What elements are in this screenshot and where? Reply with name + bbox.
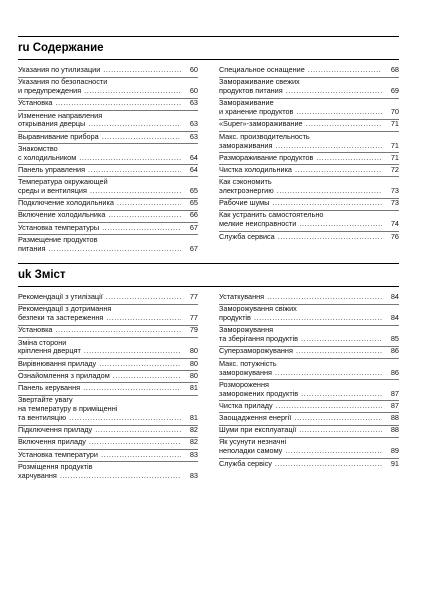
toc-entry-text: Панель управления	[18, 164, 86, 174]
toc-entry-text: Изменение направления	[18, 110, 103, 120]
toc-entry-text: замораживания	[219, 140, 273, 150]
toc-entry-text: Указания по безопасности	[18, 77, 108, 87]
toc-entry-text: Служба сервісу	[219, 458, 272, 468]
toc-entry-text: Температура окружающей	[18, 177, 108, 187]
section-title	[18, 268, 66, 282]
toc-page-number: 91	[390, 458, 399, 468]
dot-leader	[275, 460, 382, 469]
dot-leader	[113, 372, 181, 381]
dot-leader	[294, 414, 382, 423]
toc-entry[interactable]	[18, 396, 198, 423]
dot-leader	[267, 293, 382, 302]
toc-page-number: 63	[189, 119, 198, 129]
toc-entry[interactable]	[219, 460, 399, 469]
toc-entry-line	[219, 369, 399, 378]
toc-page-number: 69	[390, 86, 399, 96]
toc-entry[interactable]	[18, 372, 198, 381]
toc-entry-text: Размещение продуктов	[18, 234, 98, 244]
toc-page-number: 80	[189, 358, 198, 368]
section-lang-code: ru	[18, 42, 30, 54]
toc-entry-text: Подключение холодильника	[18, 198, 114, 208]
toc-entry-text: Как сэкономить	[219, 177, 272, 187]
toc-entry-text: Панель керування	[18, 383, 81, 392]
toc-entry-line	[18, 438, 198, 447]
toc-entry-text: и хранение продуктов	[219, 107, 294, 117]
toc-entry-text: Чистка приладу	[219, 400, 273, 410]
toc-entry-text: на температуру в приміщенні	[18, 404, 118, 414]
toc-entry-text: Шуми при експлуатації	[219, 425, 297, 435]
dot-leader	[299, 426, 382, 435]
toc-page-number: 84	[390, 313, 399, 323]
toc-entry-text: Суперзаморожування	[219, 346, 293, 356]
toc-page-number: 85	[390, 334, 399, 344]
toc-entry-text: та вентиляцію	[18, 413, 67, 422]
dot-leader	[301, 390, 382, 399]
dot-leader	[83, 384, 181, 393]
toc-entry-text: Підключення приладу	[18, 425, 93, 435]
toc-entry[interactable]	[18, 426, 198, 435]
toc-page-number: 89	[390, 446, 399, 456]
toc-entry-text: Заморожування	[219, 325, 274, 335]
toc-entry-text: Включення приладу	[18, 437, 86, 447]
toc-entry-text: Устаткування	[219, 292, 265, 301]
toc-entry-text: безпеки та застереження	[18, 313, 104, 323]
toc-entry[interactable]	[219, 326, 399, 344]
toc-entry-text: и предупреждения	[18, 86, 82, 96]
toc-entry-text: Как устранить самостоятельно	[219, 210, 324, 220]
toc-entry-line	[18, 293, 198, 302]
toc-entry-text: та зберігання продуктів	[219, 334, 298, 344]
toc-entry-text: мелкие неисправности	[219, 219, 297, 229]
toc-entry[interactable]	[219, 360, 399, 378]
toc-entry-line	[18, 414, 198, 423]
toc-entry-text: с холодильником	[18, 152, 77, 162]
toc-entry[interactable]	[18, 384, 198, 393]
dot-leader	[301, 335, 382, 344]
dot-leader	[95, 426, 181, 435]
toc-entry-text: Знакомство	[18, 143, 58, 153]
toc-entry[interactable]	[18, 293, 198, 302]
toc-entry-line	[18, 347, 198, 356]
section-title-text: Зміст	[34, 269, 66, 281]
toc-entry-line	[219, 293, 399, 302]
toc-entry-line	[219, 447, 399, 456]
toc-entry-line	[219, 347, 399, 356]
section-title-rule	[18, 286, 399, 287]
toc-page-number: 65	[189, 198, 198, 208]
toc-entry[interactable]	[219, 293, 399, 302]
toc-entry-text: «Super»-замораживание	[219, 119, 303, 129]
toc-entry-text: Служба сервиса	[219, 231, 275, 241]
toc-entry-text: Включение холодильника	[18, 210, 106, 220]
toc-entry-text: Макс. потужність	[219, 358, 277, 368]
toc-entry-text: Установка	[18, 98, 53, 108]
toc-entry-line	[18, 314, 198, 323]
toc-entry-text: Розміщення продуктів	[18, 461, 93, 471]
toc-entry[interactable]	[219, 305, 399, 323]
toc-entry-text: Заощадження енергії	[219, 413, 292, 422]
toc-entry[interactable]	[18, 326, 198, 335]
toc-entry-text: продуктів	[219, 313, 251, 323]
toc-entry-text: Указания по утилизации	[18, 65, 101, 74]
toc-page-number: 71	[390, 119, 399, 129]
toc-entry[interactable]	[18, 339, 198, 357]
toc-entry-text: Зміна сторони	[18, 337, 67, 347]
toc-entry[interactable]	[18, 463, 198, 481]
toc-page-number: 70	[390, 107, 399, 117]
toc-entry-text: харчування	[18, 470, 57, 480]
dot-leader	[89, 438, 181, 447]
toc-entry-line	[18, 426, 198, 435]
toc-entry-line	[18, 372, 198, 381]
toc-page-number: 63	[189, 98, 198, 108]
toc-entry[interactable]	[219, 414, 399, 423]
toc-entry-text: среды и вентиляция	[18, 186, 87, 195]
toc-entry[interactable]	[18, 438, 198, 447]
toc-entry-text: заморожування	[219, 367, 272, 377]
toc-page-number: 77	[189, 292, 198, 301]
toc-page-number: 82	[189, 437, 198, 447]
toc-page-number: 80	[189, 370, 198, 380]
toc-entry-line	[219, 335, 399, 344]
toc-entry-text: неполадки самому	[219, 446, 283, 456]
toc-entry-text: Рекомендації з дотримання	[18, 304, 112, 314]
toc-entry-text: заморожених продуктів	[219, 388, 299, 398]
toc-entry-text: открывания дверцы	[18, 119, 86, 129]
section-lang-code: uk	[18, 269, 32, 281]
toc-page-number: 66	[189, 210, 198, 220]
toc-page-number: 60	[189, 65, 198, 74]
toc-page-number: 76	[390, 231, 399, 241]
toc-section-uk	[18, 0, 399, 595]
toc-page-number: 77	[189, 313, 198, 323]
toc-entry-line	[219, 414, 399, 423]
toc-entry-text: Макс. производительность	[219, 131, 310, 141]
toc-page-number: 68	[390, 65, 399, 74]
dot-leader	[60, 472, 181, 481]
toc-page-number: 86	[390, 346, 399, 356]
toc-page-number: 87	[390, 388, 399, 398]
toc-page-number: 65	[189, 186, 198, 195]
toc-page-number: 63	[189, 131, 198, 141]
toc-entry-line	[219, 402, 399, 411]
toc-page-number: 79	[189, 325, 198, 335]
toc-entry-text: Установка температури	[18, 449, 98, 459]
toc-entry[interactable]	[219, 438, 399, 456]
toc-entry-text: Як усунути незначні	[219, 437, 287, 447]
toc-page-number: 64	[189, 164, 198, 174]
toc-entry[interactable]	[18, 451, 198, 460]
toc-entry-text: Розмороження	[219, 379, 269, 389]
toc-entry-text: электроэнергию	[219, 186, 274, 195]
toc-entry-text: Размораживание продуктов	[219, 152, 314, 162]
dot-leader	[254, 314, 382, 323]
toc-page-number: 88	[390, 425, 399, 435]
toc-entry-text: Выравнивание прибора	[18, 131, 99, 141]
dot-leader	[106, 293, 181, 302]
toc-page-number: 72	[390, 164, 399, 174]
toc-entry-line	[18, 472, 198, 481]
toc-entry[interactable]	[18, 360, 198, 369]
toc-page-number: 67	[189, 243, 198, 253]
toc-entry-line	[18, 360, 198, 369]
dot-leader	[106, 314, 181, 323]
toc-entry[interactable]	[219, 426, 399, 435]
toc-entry-text: Замораживание свежих	[219, 77, 300, 87]
toc-page-number: 64	[189, 152, 198, 162]
toc-entry[interactable]	[18, 305, 198, 323]
toc-entry-line	[18, 384, 198, 393]
toc-page-number: 67	[189, 222, 198, 232]
toc-page-number: 81	[189, 413, 198, 422]
toc-page-number: 71	[390, 152, 399, 162]
toc-entry-text: Звертайте увагу	[18, 395, 73, 405]
toc-page-number: 88	[390, 413, 399, 422]
toc-page-number: 83	[189, 470, 198, 480]
dot-leader	[276, 402, 382, 411]
toc-entry-line	[219, 460, 399, 469]
toc-entry-line	[219, 390, 399, 399]
toc-page-number: 83	[189, 449, 198, 459]
toc-page-number: 71	[390, 140, 399, 150]
toc-entry-line	[18, 451, 198, 460]
toc-page-number: 84	[390, 292, 399, 301]
toc-entry-text: кріплення дверцят	[18, 346, 81, 356]
toc-page-number: 60	[189, 86, 198, 96]
toc-page-number: 82	[189, 425, 198, 435]
toc-entry[interactable]	[219, 381, 399, 399]
dot-leader	[101, 451, 181, 460]
dot-leader	[275, 369, 382, 378]
toc-page-number: 73	[390, 198, 399, 208]
toc-page-number: 81	[189, 383, 198, 392]
section-title-text: Содержание	[32, 42, 104, 54]
toc-entry[interactable]	[219, 402, 399, 411]
dot-leader	[56, 326, 182, 335]
toc-entry-text: продуктов питания	[219, 86, 283, 96]
dot-leader	[285, 447, 382, 456]
toc-entry-text: Вирівнювання приладу	[18, 358, 97, 368]
toc-entry-text: Установка температуры	[18, 222, 100, 232]
toc-entry-text: Заморожування свіжих	[219, 304, 297, 314]
section-top-rule	[18, 263, 399, 264]
toc-page-number: 74	[390, 219, 399, 229]
dot-leader	[296, 347, 382, 356]
toc-page-number: 87	[390, 400, 399, 410]
toc-entry-text: Чистка холодильника	[219, 164, 292, 174]
toc-entry-text: Ознайомлення з приладом	[18, 370, 110, 380]
dot-leader	[84, 347, 181, 356]
toc-entry-text: Замораживание	[219, 98, 274, 108]
toc-page-number: 73	[390, 186, 399, 195]
toc-entry-line	[219, 314, 399, 323]
toc-entry-line	[219, 426, 399, 435]
toc-entry-text: питания	[18, 243, 46, 253]
toc-entry-text: Специальное оснащение	[219, 65, 305, 74]
toc-entry-text: Рекомендації з утилізації	[18, 292, 103, 301]
toc-entry[interactable]	[219, 347, 399, 356]
toc-entry-line	[18, 326, 198, 335]
toc-entry-text: Рабочие шумы	[219, 198, 270, 208]
toc-entry-text: Установка	[18, 325, 53, 335]
dot-leader	[99, 360, 181, 369]
toc-page-number: 86	[390, 367, 399, 377]
dot-leader	[69, 414, 181, 423]
toc-page-number: 80	[189, 346, 198, 356]
